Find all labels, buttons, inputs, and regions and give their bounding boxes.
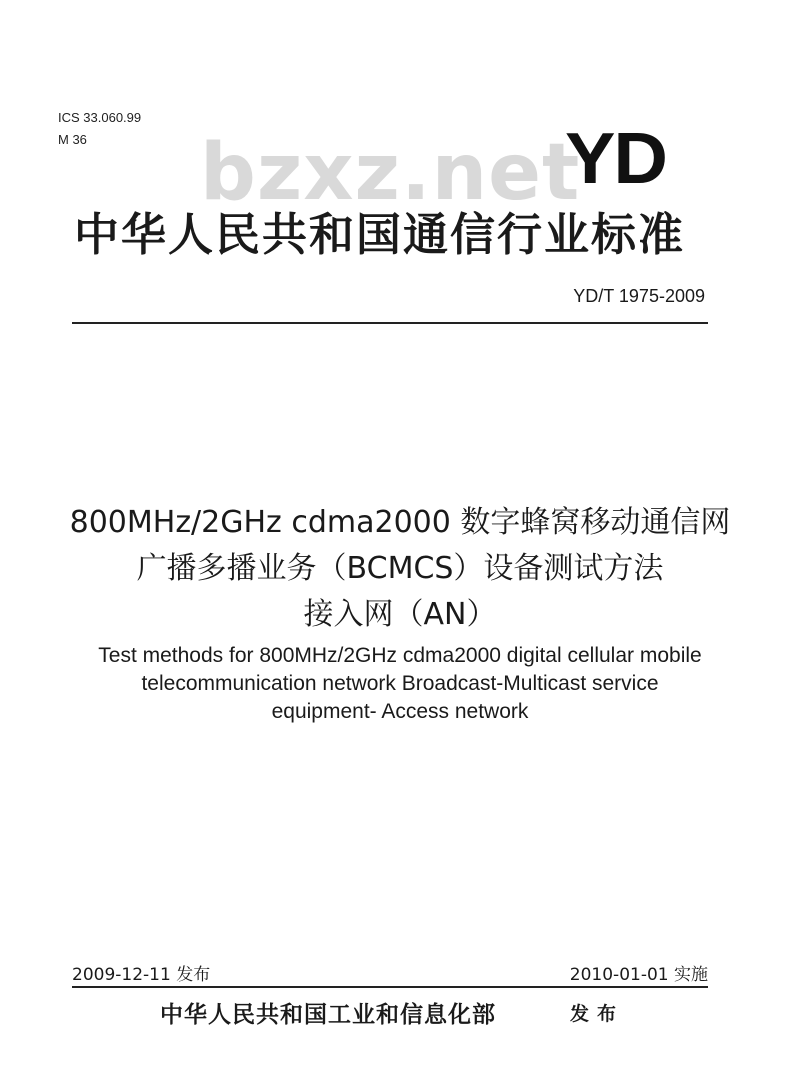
yd-logo: YD xyxy=(565,119,666,199)
document-title-block xyxy=(40,500,760,726)
zh-title-line-3: 接入网（AN） xyxy=(303,597,497,632)
publish-label: 发布 xyxy=(570,1003,625,1025)
zh-title-line-2: 广播多播业务（BCMCS）设备测试方法 xyxy=(136,551,664,586)
industry-standard-title: 中华人民共和国通信行业标准 xyxy=(74,208,686,261)
bottom-divider xyxy=(72,986,708,988)
ics-code: ICS 33.060.99 xyxy=(58,110,142,125)
en-title-line-1: Test methods for 800MHz/2GHz cdma2000 digital cellular mobile xyxy=(98,644,702,667)
zh-title-line-1: 800MHz/2GHz cdma2000 数字蜂窝移动通信网 xyxy=(69,505,731,540)
en-title-line-3: equipment- Access network xyxy=(271,700,529,723)
implementation-date: 2010-01-01 实施 xyxy=(569,965,708,985)
issue-date: 2009-12-11 发布 xyxy=(72,965,211,985)
watermark: bzxz.net xyxy=(200,128,581,218)
top-divider xyxy=(72,322,708,324)
en-title-line-2: telecommunication network Broadcast-Multicast service xyxy=(141,672,659,695)
publisher-name: 中华人民共和国工业和信息化部 xyxy=(160,1001,496,1028)
standard-number: YD/T 1975-2009 xyxy=(573,286,705,306)
english-title xyxy=(40,642,760,726)
category-code: M 36 xyxy=(58,132,87,147)
